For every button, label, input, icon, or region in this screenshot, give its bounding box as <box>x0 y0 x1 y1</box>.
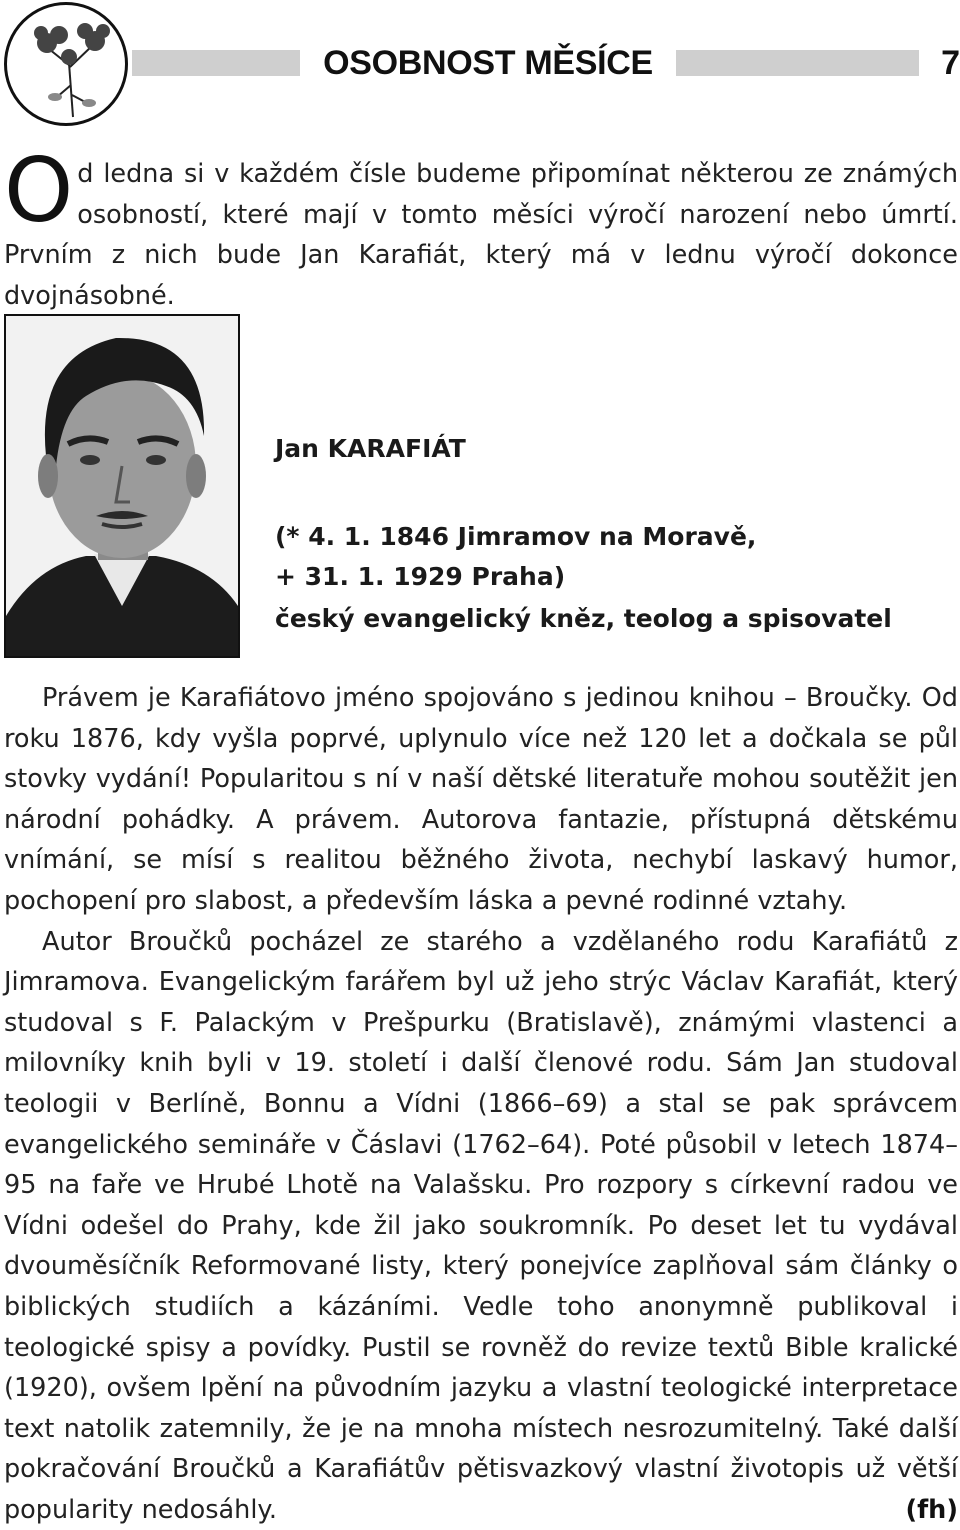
page-number: 7 <box>941 44 960 82</box>
person-name: Jan KARAFIÁT <box>275 434 466 463</box>
article-body <box>4 678 958 1530</box>
portrait-photo <box>4 314 240 658</box>
intro-text: d ledna si v každém čísle budeme připomínat některou ze známých osobností, které mají v tomto měsíci výročí narození nebo úmrtí. Prvním z nich bude Jan Karafiát, který má v lednu výročí dokonce dvojnásobné. <box>4 159 958 311</box>
article-paragraph-text: Autor Broučků pocházel ze starého a vzdělaného rodu Karafiátů z Jimramova. Evangelickým farářem byl už jeho strýc Václav Karafiát, který studoval s F. Palackým v Prešpurku (Bratislavě), známými vlastenci a milovníky knih byli v 19. století i další členové rodu. Sám Jan studoval teologii v Berlíně, Bonnu a Vídni (1866–69) a stal se pak správcem evangelického semináře v Čáslavi (1762–64). Poté působil v letech 1874–95 na faře ve Hrubé Lhotě na Valašsku. Pro rozpory s církevní radou ve Vídni odešel do Prahy, kde žil jako soukromník. Po deset let tu vydával dvouměsíčník Reformované listy, který ponejvíce zaplňoval sám články o biblických studiích a kázáními. Vedle toho anonymně publikoval i teologické spisy a povídky. Pustil se rovněž do revize textů Bible kralické (1920), ovšem lpění na původním jazyku a vlastní teologické interpretace text natolik zatemnily, že je na mnoha místech nesrozumitelný. Také další pokračování Broučků a Karafiátův pětisvazkový vlastní životopis už větší popularity nedosáhly. <box>4 926 958 1525</box>
death-info: + 31. 1. 1929 Praha) <box>275 562 566 591</box>
birth-info: (* 4. 1. 1846 Jimramov na Moravě, <box>275 522 757 551</box>
person-description: český evangelický kněz, teolog a spisovatel <box>275 604 892 633</box>
drop-cap: O <box>4 139 74 242</box>
intro-paragraph <box>4 139 958 316</box>
article-paragraph: Právem je Karafiátovo jméno spojováno s jedinou knihou – Broučky. Od roku 1876, kdy vyšla poprvé, uplynulo více než 120 let a dočkala se půl stovky vydání! Popularitou s ní v naší dětské literatuře mohou soutěžit jen národní pohádky. A právem. Autorova fantazie, přístupná dětskému vnímání, se mísí s realitou běžného života, nechybí laskavý humor, pochopení pro slabost, a především láska a pevné rodinné vztahy. <box>4 683 958 916</box>
carnation-flower-icon <box>4 2 128 126</box>
author-signature: (fh) <box>905 1494 958 1525</box>
article-paragraph <box>4 922 958 1530</box>
header-bar-right <box>676 50 919 76</box>
section-title: OSOBNOST MĚSÍCE <box>323 44 653 82</box>
header-bar-left <box>132 50 300 76</box>
